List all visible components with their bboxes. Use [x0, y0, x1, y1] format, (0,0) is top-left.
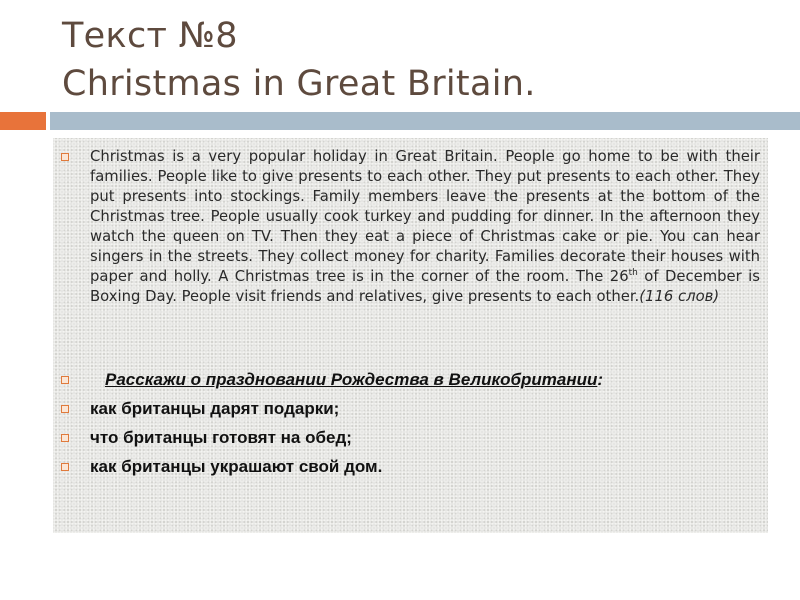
task-item — [61, 457, 760, 477]
task-item — [61, 399, 760, 419]
slide-title — [62, 12, 782, 108]
task-heading — [105, 370, 760, 390]
paragraph-text-part2: of December is Boxing Day. People visit friends and relatives, give presents to each other. — [90, 268, 760, 305]
task-heading-item — [61, 370, 760, 390]
ordinal-suffix: th — [628, 268, 638, 279]
task-heading-text: Расскажи о праздновании Рождества в Великобритании — [105, 370, 598, 389]
word-count: (116 слов) — [639, 288, 720, 305]
task-heading-colon: : — [597, 370, 604, 389]
title-topic: Christmas in Great Britain. — [62, 64, 536, 104]
task-item — [61, 428, 760, 448]
divider-accent-orange — [0, 112, 46, 130]
christmas-text — [90, 147, 760, 307]
content-panel — [53, 138, 768, 533]
paragraph-text-part1: Christmas is a very popular holiday in Great Britain. People go home to be with their families. People like to give presents to each other. They put presents to each other. They put presents into stockings. Family members leave the presents at the bottom of the Christmas tree. People usually cook turkey and pudding for dinner. In the afternoon they watch the queen on TV. Then they eat a piece of Christmas cake or pie. You can hear singers in the streets. They collect money for charity. Families decorate their houses with paper and holly. A Christmas tree is in the corner of the room. The 26 — [90, 148, 760, 285]
task-item-label: как британцы украшают свой дом. — [90, 457, 383, 476]
title-number: Текст №8 — [62, 16, 238, 56]
square-bullet-icon — [61, 434, 69, 442]
text-paragraph-item — [61, 147, 760, 307]
divider-accent-blue — [50, 112, 800, 130]
square-bullet-icon — [61, 463, 69, 471]
square-bullet-icon — [61, 153, 69, 161]
task-item-label: как британцы дарят подарки; — [90, 399, 340, 418]
task-item-label: что британцы готовят на обед; — [90, 428, 352, 447]
square-bullet-icon — [61, 405, 69, 413]
square-bullet-icon — [61, 376, 69, 384]
